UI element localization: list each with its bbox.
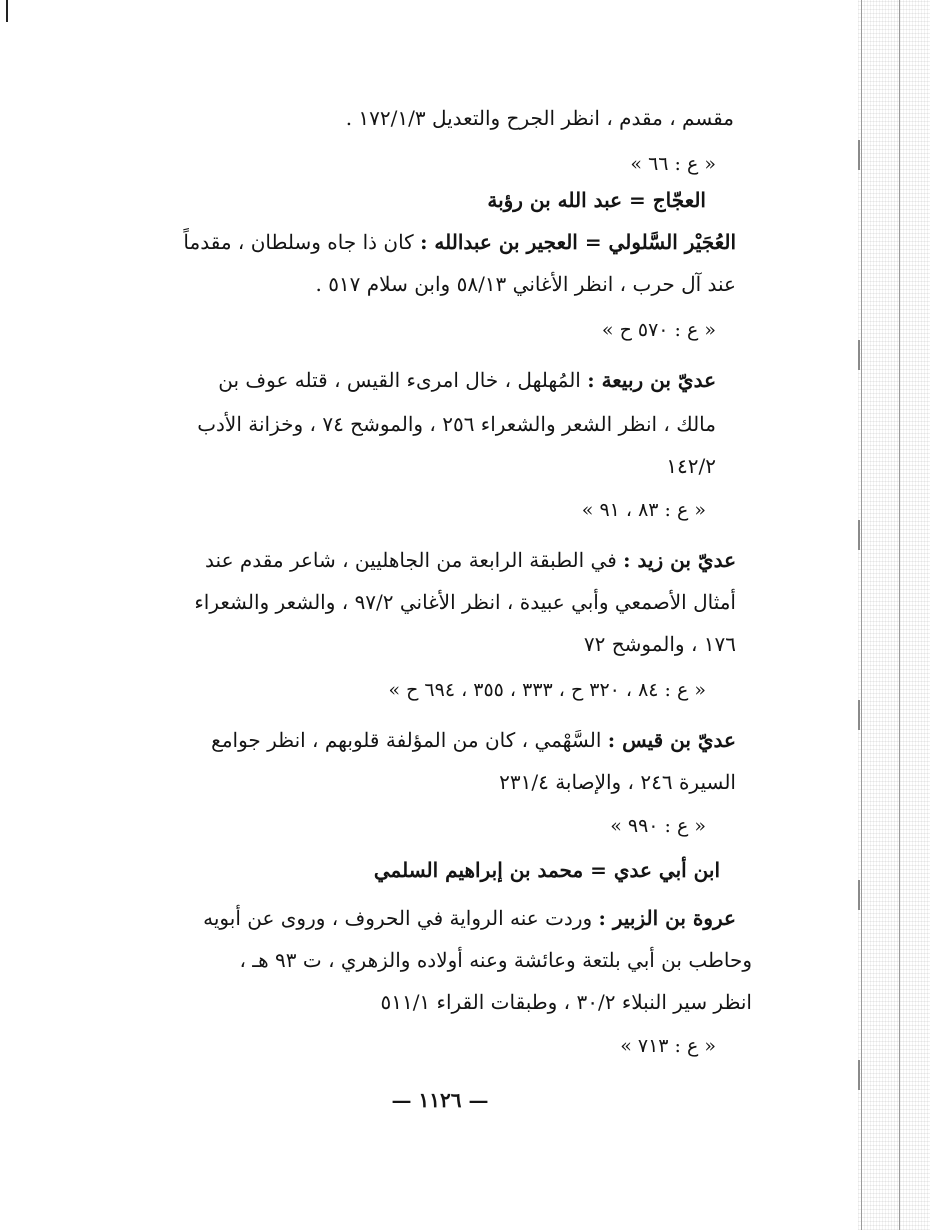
reference-line: « ع : ٥٧٠ ح »	[601, 319, 716, 341]
text-line: ١٧٦ ، والموشح ٧٢	[583, 632, 736, 656]
reference-line: « ع : ٩٩٠ »	[610, 815, 706, 837]
entry-line: عروة بن الزبير : وردت عنه الرواية في الحروف ، وروى عن أبويه	[203, 906, 736, 930]
entry-head: ابن أبي عدي = محمد بن إبراهيم السلمي	[373, 858, 720, 882]
page-number: — ١١٢٦ —	[391, 1088, 489, 1112]
entry-line	[374, 856, 720, 884]
reference-line: « ع : ٧١٣ »	[620, 1035, 716, 1057]
reference-line: « ع : ٨٤ ، ٣٢٠ ح ، ٣٣٣ ، ٣٥٥ ، ٦٩٤ ح »	[388, 679, 706, 701]
scan-edge-tick	[858, 880, 886, 910]
entry-head: عديّ بن زيد :	[623, 548, 736, 572]
entry-line: عديّ بن ربيعة : المُهلهل ، خال امرىء القيس ، قتله عوف بن	[218, 368, 716, 392]
scan-edge-tick	[858, 340, 886, 370]
entry-head: عديّ بن ربيعة :	[587, 368, 716, 392]
scan-edge-tick	[858, 140, 886, 170]
reference-line: « ع : ٨٣ ، ٩١ »	[581, 499, 706, 521]
scan-edge-strip	[858, 0, 930, 1230]
entry-line: عديّ بن قيس : السَّهْمي ، كان من المؤلفة قلوبهم ، انظر جوامع	[211, 728, 736, 752]
scan-edge-tick	[858, 520, 886, 550]
text-line: عند آل حرب ، انظر الأغاني ٥٨/١٣ وابن سلام ٥١٧ .	[315, 272, 736, 296]
text-line: وحاطب بن أبي بلتعة وعائشة وعنه أولاده والزهري ، ت ٩٣ هـ ،	[239, 948, 752, 972]
entry-head: عروة بن الزبير :	[598, 906, 736, 930]
reference-line: « ع : ٦٦ »	[630, 153, 716, 175]
text-line: مقسم ، مقدم ، انظر الجرح والتعديل ١٧٢/١/٣ .	[345, 106, 734, 130]
entry-head: عديّ بن قيس :	[607, 728, 736, 752]
scan-edge-tick	[858, 700, 886, 730]
entry-head: العجّاج = عبد الله بن رؤبة	[487, 188, 706, 212]
entry-line: عديّ بن زيد : في الطبقة الرابعة من الجاهليين ، شاعر مقدم عند	[205, 548, 736, 572]
scan-edge-line	[899, 0, 900, 1230]
entry-line: العُجَيْر السَّلولي = العجير بن عبدالله : كان ذا جاه وسلطان ، مقدماً	[183, 230, 736, 254]
text-line: أمثال الأصمعي وأبي عبيدة ، انظر الأغاني ٩٧/٢ ، والشعر والشعراء	[194, 590, 736, 614]
entry-line	[487, 186, 706, 214]
scan-edge-tick	[858, 1060, 886, 1090]
entry-head: العُجَيْر السَّلولي = العجير بن عبدالله :	[420, 230, 736, 254]
scan-edge-line	[861, 0, 862, 1230]
text-line: السيرة ٢٤٦ ، والإصابة ٢٣١/٤	[499, 770, 736, 794]
scan-mark	[6, 0, 8, 22]
text-line: مالك ، انظر الشعر والشعراء ٢٥٦ ، والموشح ٧٤ ، وخزانة الأدب	[197, 412, 716, 436]
text-line: انظر سير النبلاء ٣٠/٢ ، وطبقات القراء ٥١١/١	[380, 990, 752, 1014]
text-line: ١٤٢/٢	[666, 454, 716, 478]
